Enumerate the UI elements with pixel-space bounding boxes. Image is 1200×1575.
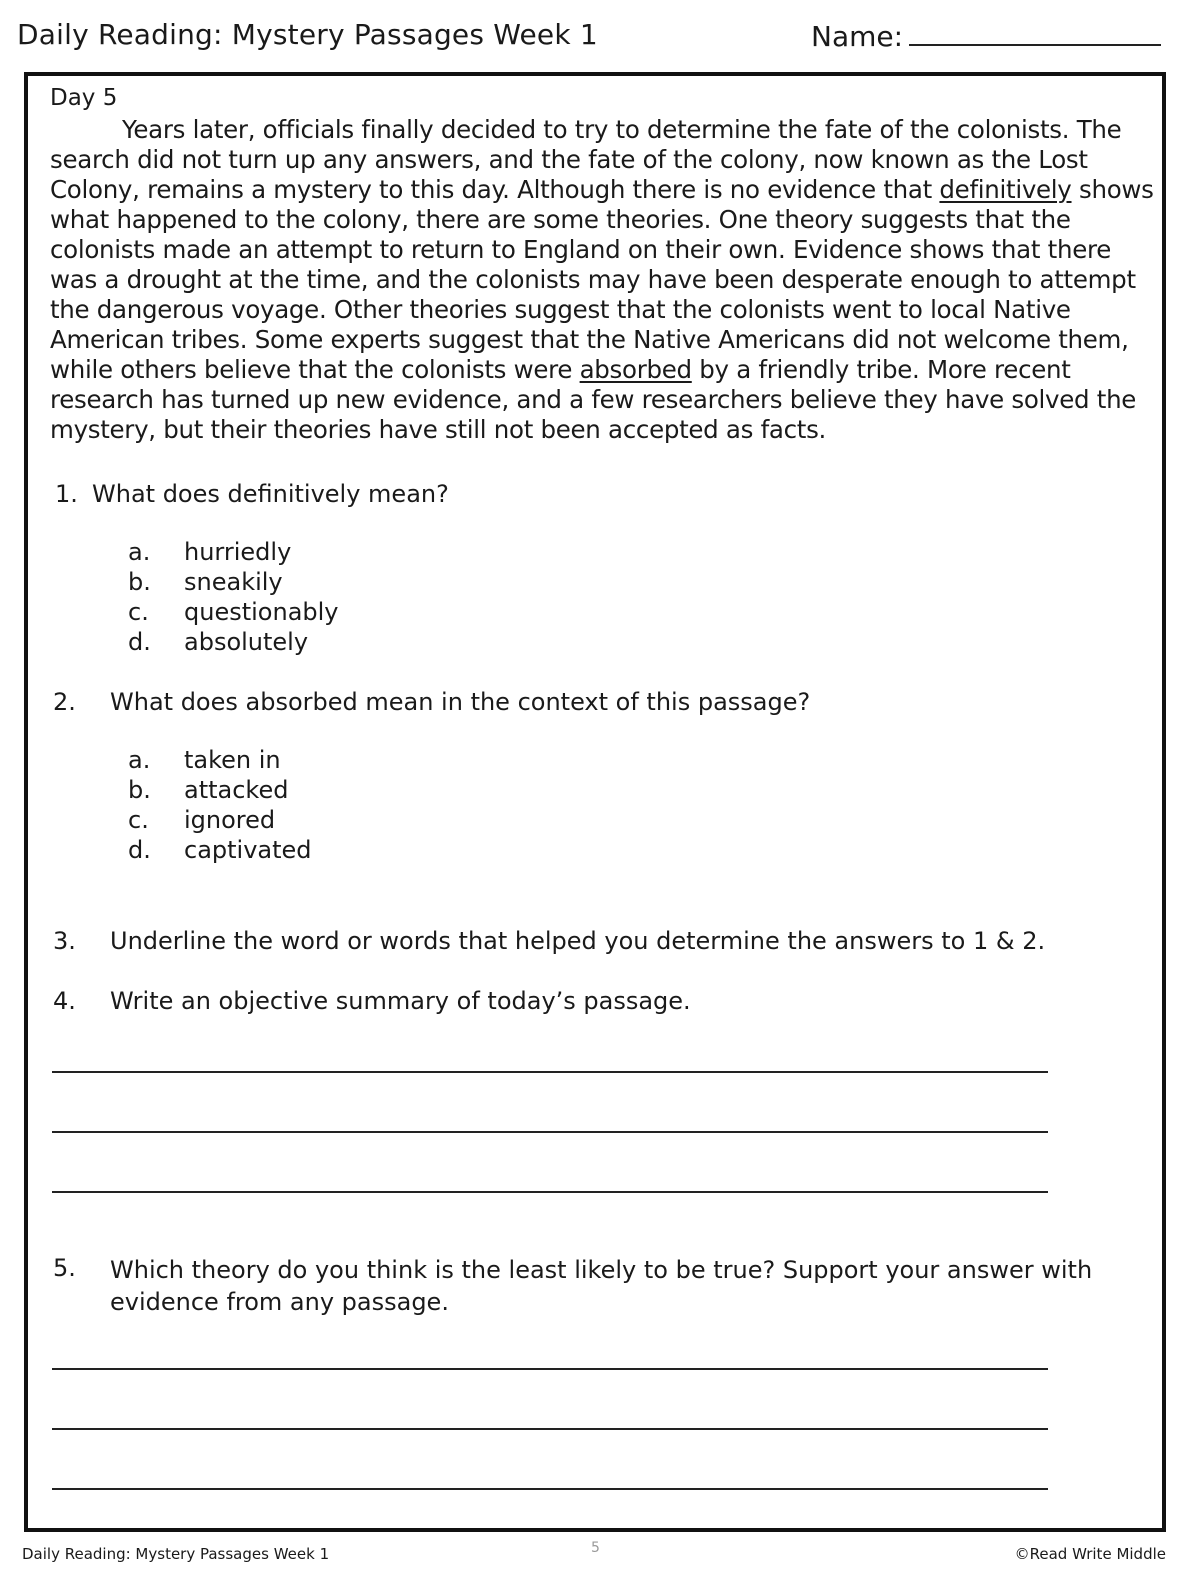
page-title: Daily Reading: Mystery Passages Week 1 bbox=[17, 18, 598, 51]
vocab-word-absorbed: absorbed bbox=[579, 355, 692, 384]
choice-text: hurriedly bbox=[184, 538, 292, 566]
choice-text: ignored bbox=[184, 806, 276, 834]
choice-text: absolutely bbox=[184, 628, 309, 656]
passage-segment: by a friendly tribe. More recent research has turned up new evidence, and a few researchers believe they have solved the mystery, but their theories have still not been accepted as facts. bbox=[50, 355, 1137, 444]
question-number: 1. bbox=[55, 480, 78, 508]
answer-line[interactable] bbox=[52, 1428, 1048, 1430]
choice-letter: c. bbox=[128, 806, 149, 834]
answer-line[interactable] bbox=[52, 1368, 1048, 1370]
question-number: 3. bbox=[53, 927, 76, 955]
passage-segment: shows what happened to the colony, there are some theories. One theory suggests that the colonists made an attempt to return to England on their own. Evidence shows that there was a drought at the time, and the colonists may have been desperate enough to attempt the dangerous voyage. Other theories suggest that the colonists went to local Native American tribes. Some experts suggest that the Native Americans did not welcome them, while others believe that the colonists were bbox=[50, 175, 1154, 384]
question-text: Underline the word or words that helped you determine the answers to 1 & 2. bbox=[110, 927, 1046, 955]
answer-line[interactable] bbox=[52, 1191, 1048, 1193]
choice-letter: b. bbox=[128, 568, 151, 596]
question-number: 5. bbox=[53, 1254, 76, 1282]
name-label: Name: bbox=[811, 20, 904, 53]
choice-text: attacked bbox=[184, 776, 289, 804]
choice-text: captivated bbox=[184, 836, 312, 864]
choice-letter: d. bbox=[128, 628, 151, 656]
reading-passage bbox=[50, 115, 1160, 445]
choice-text: taken in bbox=[184, 746, 281, 774]
vocab-word-definitively: definitively bbox=[939, 175, 1072, 204]
question-text: Which theory do you think is the least likely to be true? Support your answer with evidence from any passage. bbox=[110, 1256, 1093, 1316]
choice-text: sneakily bbox=[184, 568, 283, 596]
question-text: What does definitively mean? bbox=[92, 480, 449, 508]
choice-letter: c. bbox=[128, 598, 149, 626]
name-blank-line[interactable] bbox=[909, 18, 1161, 46]
choice-letter: a. bbox=[128, 538, 151, 566]
day-label: Day 5 bbox=[50, 85, 118, 111]
choice-letter: a. bbox=[128, 746, 151, 774]
page-number: 5 bbox=[591, 1540, 600, 1556]
question-text: What does absorbed mean in the context of this passage? bbox=[110, 688, 811, 716]
footer-title: Daily Reading: Mystery Passages Week 1 bbox=[22, 1545, 330, 1563]
answer-line[interactable] bbox=[52, 1131, 1048, 1133]
footer-copyright: ©Read Write Middle bbox=[1014, 1545, 1166, 1563]
answer-line[interactable] bbox=[52, 1488, 1048, 1490]
choice-letter: d. bbox=[128, 836, 151, 864]
question-text: Write an objective summary of today’s passage. bbox=[110, 987, 691, 1015]
name-field[interactable] bbox=[811, 18, 1161, 53]
question-number: 4. bbox=[53, 987, 76, 1015]
passage-segment: Years later, officials finally decided to try to determine the fate of the colonists. The search did not turn up any answers, and the fate of the colony, now known as the Lost Colony, remains a mystery to this day. Although there is no evidence that bbox=[50, 115, 1122, 204]
choice-letter: b. bbox=[128, 776, 151, 804]
choice-text: questionably bbox=[184, 598, 339, 626]
question-number: 2. bbox=[53, 688, 76, 716]
answer-line[interactable] bbox=[52, 1071, 1048, 1073]
